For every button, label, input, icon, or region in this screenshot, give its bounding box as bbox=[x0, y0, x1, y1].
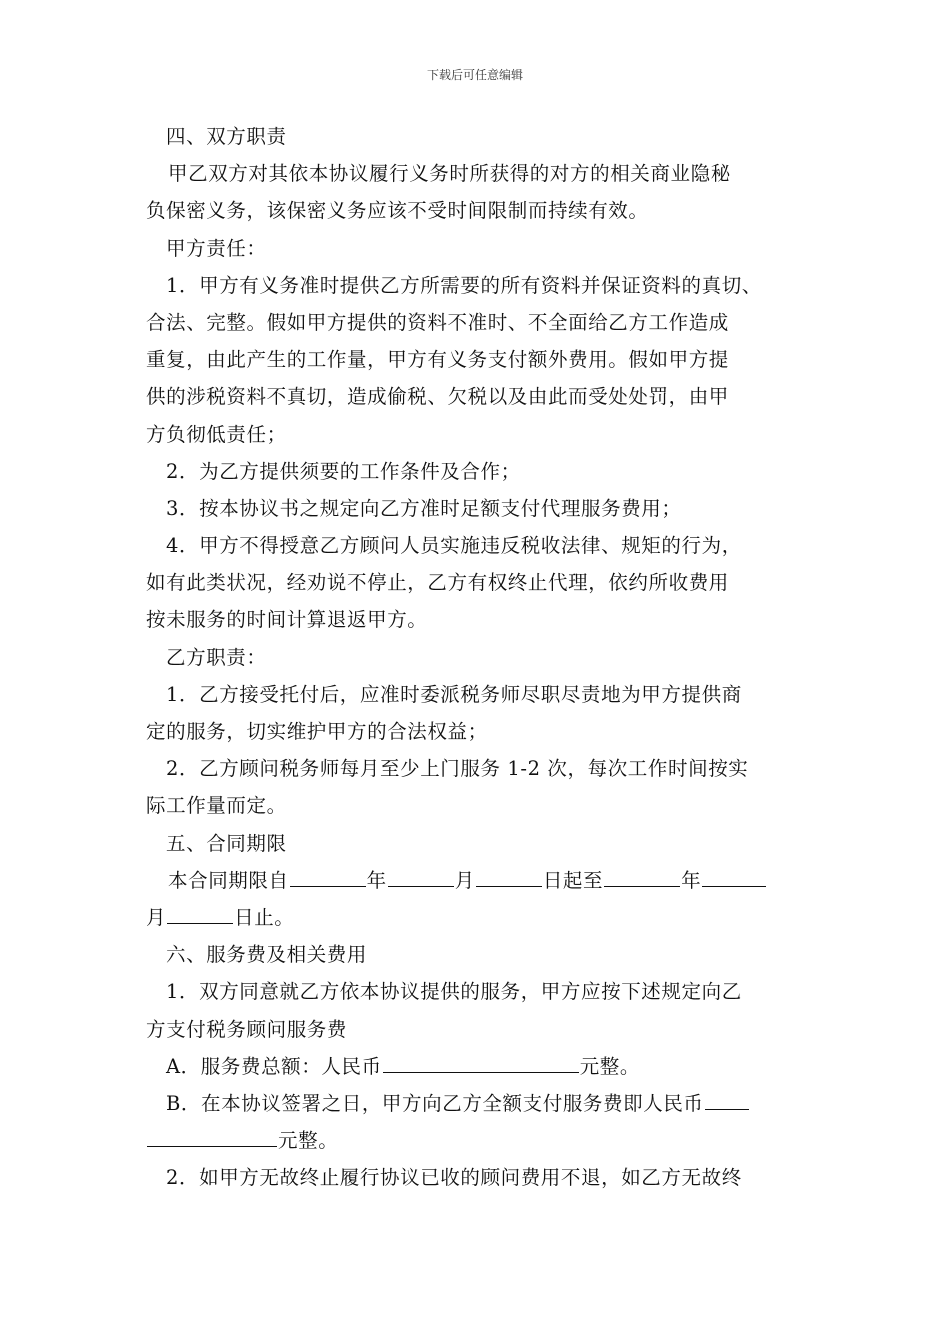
party-a-item-1-cont: 重复，由此产生的工作量，甲方有义务支付额外费用。假如甲方提 bbox=[146, 348, 729, 372]
end-year-blank[interactable] bbox=[604, 864, 680, 887]
party-a-item-1-cont: 方负彻低责任； bbox=[146, 422, 287, 446]
party-a-item-1-cont: 合法、完整。假如甲方提供的资料不准时、不全面给乙方工作造成 bbox=[146, 310, 729, 334]
party-b-item-2: 2．乙方顾问税务师每月至少上门服务 1-2 次，每次工作时间按实 bbox=[166, 757, 749, 781]
fee-payment-blank[interactable] bbox=[147, 1124, 277, 1147]
party-b-item-2-cont: 际工作量而定。 bbox=[146, 794, 287, 818]
contract-term-end-text: 日止。 bbox=[234, 905, 295, 929]
day-to-label: 日起至 bbox=[542, 868, 604, 892]
party-b-item-1-cont: 定的服务，切实维护甲方的合法权益； bbox=[146, 720, 488, 743]
start-year-blank[interactable] bbox=[290, 864, 366, 887]
party-b-title: 乙方职责： bbox=[166, 645, 267, 669]
start-month-blank[interactable] bbox=[388, 864, 454, 887]
document-body bbox=[146, 118, 811, 1196]
fee-payment-unit: 元整。 bbox=[278, 1129, 339, 1153]
contract-term-line bbox=[146, 862, 811, 899]
contract-term-start-text: 本合同期限自 bbox=[168, 868, 289, 892]
fee-item-1-cont: 方支付税务顾问服务费 bbox=[146, 1017, 348, 1041]
party-a-item-2: 2．为乙方提供须要的工作条件及合作； bbox=[166, 459, 521, 483]
section-4-paragraph-line: 甲乙双方对其依本协议履行义务时所获得的对方的相关商业隐秘 bbox=[168, 162, 731, 186]
party-a-item-3: 3．按本协议书之规定向乙方准时足额支付代理服务费用； bbox=[166, 496, 682, 520]
section-6-title: 六、服务费及相关费用 bbox=[166, 943, 368, 967]
party-a-item-1-cont: 供的涉税资料不真切，造成偷税、欠税以及由此而受处处罚，由甲 bbox=[146, 385, 729, 409]
year-label: 年 bbox=[366, 868, 387, 892]
fee-item-b-cont bbox=[146, 1122, 811, 1159]
fee-item-1: 1．双方同意就乙方依本协议提供的服务，甲方应按下述规定向乙 bbox=[166, 980, 742, 1004]
month-label: 月 bbox=[454, 868, 475, 892]
start-day-blank[interactable] bbox=[476, 864, 542, 887]
fee-total-unit: 元整。 bbox=[579, 1054, 640, 1078]
section-4-paragraph-line: 负保密义务，该保密义务应该不受时间限制而持续有效。 bbox=[146, 199, 649, 223]
fee-item-a bbox=[146, 1048, 811, 1085]
party-a-item-4: 4．甲方不得授意乙方顾问人员实施违反税收法律、规矩的行为， bbox=[166, 534, 742, 558]
end-day-blank[interactable] bbox=[167, 901, 233, 924]
section-4-title: 四、双方职责 bbox=[166, 125, 287, 148]
party-a-item-4-cont: 按未服务的时间计算退返甲方。 bbox=[146, 608, 428, 632]
party-a-item-4-cont: 如有此类状况，经劝说不停止，乙方有权终止代理，依约所收费用 bbox=[146, 571, 729, 595]
fee-item-2: 2．如甲方无故终止履行协议已收的顾问费用不退，如乙方无故终 bbox=[166, 1166, 742, 1190]
fee-payment-label: B．在本协议签署之日，甲方向乙方全额支付服务费即人民币 bbox=[166, 1091, 704, 1115]
page-header-note: 下载后可任意编辑 bbox=[426, 68, 523, 82]
fee-payment-blank-part[interactable] bbox=[705, 1087, 749, 1110]
party-b-item-1: 1．乙方接受托付后，应准时委派税务师尽职尽责地为甲方提供商 bbox=[166, 682, 742, 706]
fee-item-b bbox=[146, 1085, 811, 1122]
fee-total-label: A．服务费总额：人民币 bbox=[166, 1054, 382, 1078]
year-label: 年 bbox=[681, 868, 702, 892]
section-5-title: 五、合同期限 bbox=[166, 831, 287, 855]
contract-term-line-cont bbox=[146, 899, 811, 936]
party-a-title: 甲方责任： bbox=[166, 236, 267, 260]
month-label: 月 bbox=[146, 905, 167, 929]
end-month-blank-part[interactable] bbox=[702, 864, 766, 887]
fee-total-blank[interactable] bbox=[383, 1050, 579, 1073]
party-a-item-1: 1．甲方有义务准时提供乙方所需要的所有资料并保证资料的真切、 bbox=[166, 273, 762, 297]
